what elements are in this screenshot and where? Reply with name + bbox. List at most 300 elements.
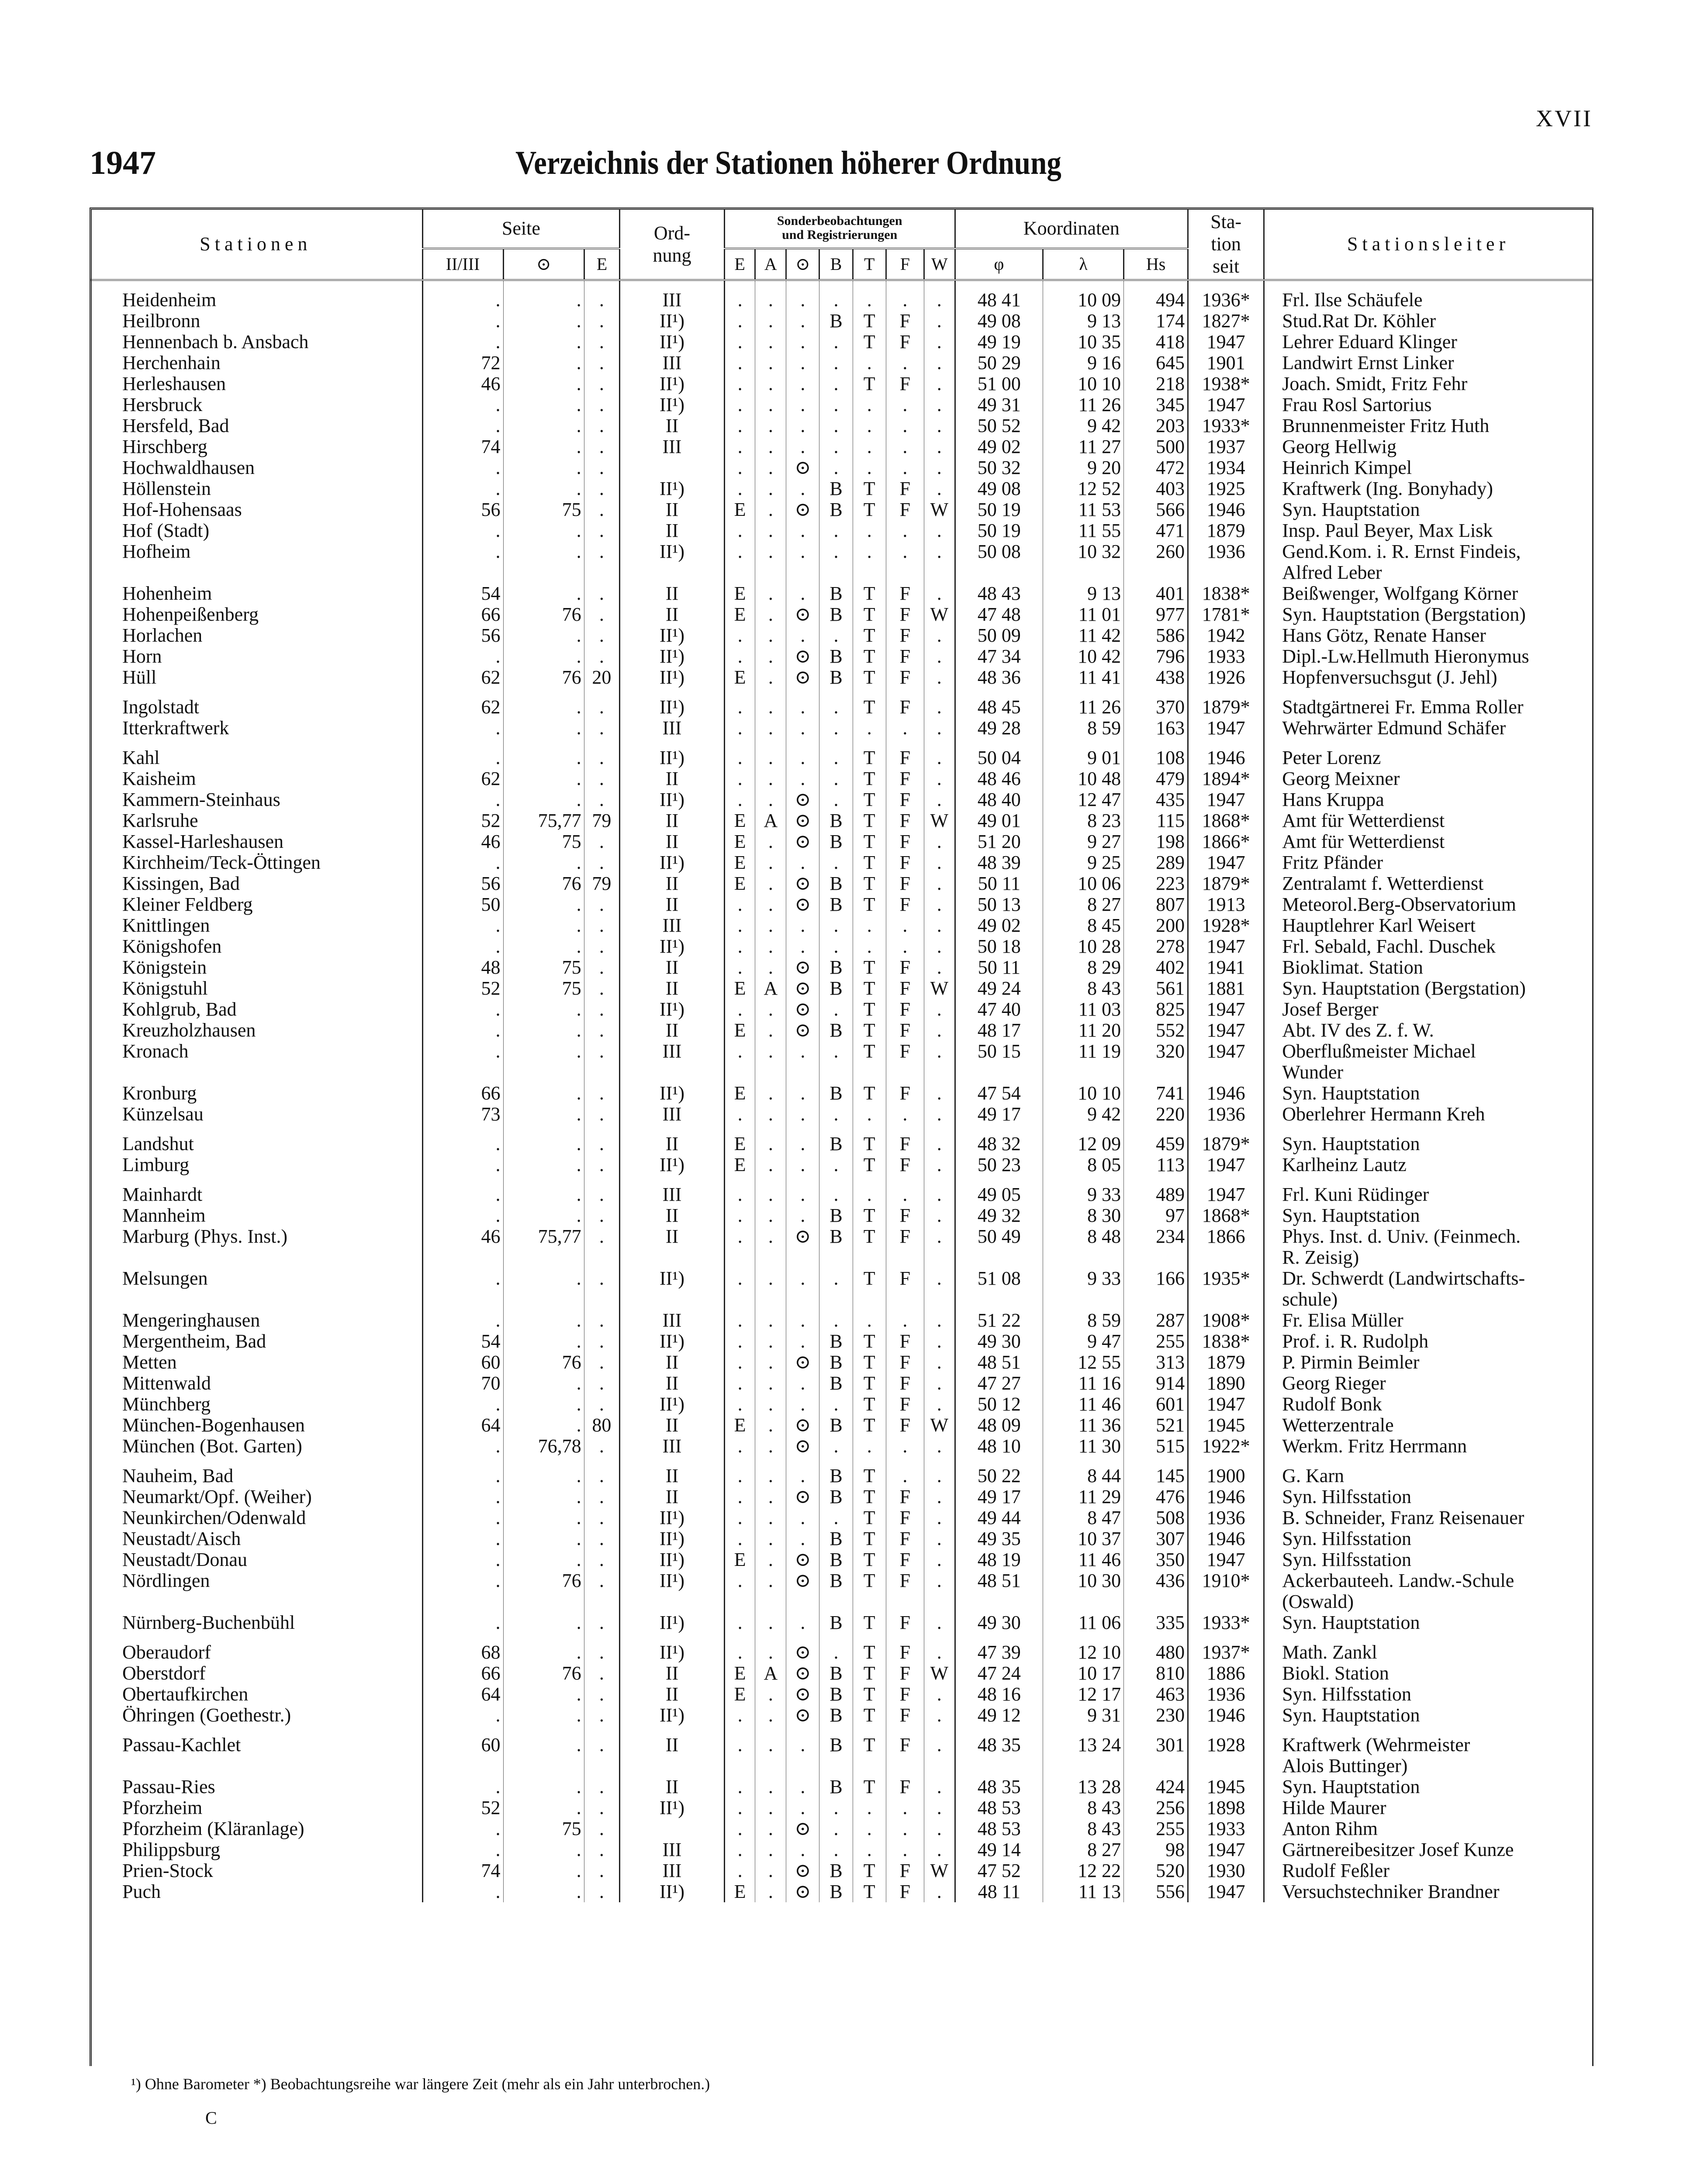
cell-ord: II	[620, 873, 724, 894]
cell-s1: .	[422, 936, 503, 957]
cell-e: .	[724, 478, 755, 499]
cell-s3	[584, 1755, 620, 1776]
cell-name: Künzelsau	[122, 1103, 204, 1125]
cell-s3: .	[584, 1705, 620, 1726]
cell-s3	[584, 1591, 620, 1612]
table-row	[90, 831, 1592, 852]
cell-leiter: Lehrer Eduard Klinger	[1264, 332, 1592, 352]
cell-hs: 113	[1124, 1154, 1188, 1175]
table-row	[90, 1436, 1592, 1457]
cell-e: E	[724, 604, 755, 625]
cell-phi: 50 52	[955, 415, 1043, 436]
cell-lam: 12 55	[1043, 1352, 1124, 1373]
cell-e: .	[724, 625, 755, 646]
cell-w: .	[924, 625, 955, 646]
cell-o: .	[786, 1310, 819, 1331]
cell-hs: 345	[1124, 394, 1188, 415]
cell-leiter: Gend.Kom. i. R. Ernst Findeis,	[1264, 541, 1592, 562]
cell-lam: 11 29	[1043, 1486, 1124, 1507]
cell-name	[90, 1591, 422, 1612]
cell-w: .	[924, 1175, 955, 1205]
cell-s1: .	[422, 915, 503, 936]
cell-b: .	[819, 280, 853, 311]
cell-o: ⊙	[786, 1684, 819, 1705]
sub-sonder-f: F	[886, 249, 924, 280]
cell-s3: .	[584, 1528, 620, 1549]
cell-name: Hennenbach b. Ansbach	[122, 331, 309, 352]
cell-f: .	[886, 1436, 924, 1457]
cell-s3: 79	[584, 873, 620, 894]
cell-lam: 12 47	[1043, 789, 1124, 810]
cell-s2: .	[503, 1881, 584, 1902]
cell-lam: 10 42	[1043, 646, 1124, 667]
cell-s3: .	[584, 541, 620, 562]
cell-f: F	[886, 1125, 924, 1154]
cell-s1: .	[422, 280, 503, 311]
cell-hs: 825	[1124, 999, 1188, 1020]
cell-b: .	[819, 1310, 853, 1331]
cell-s1: 64	[422, 1684, 503, 1705]
cell-phi: 50 12	[955, 1394, 1043, 1415]
cell-leiter: Rudolf Feßler	[1264, 1860, 1592, 1881]
cell-name: Passau-Ries	[122, 1776, 215, 1797]
cell-ord	[620, 1818, 724, 1839]
cell-phi: 49 35	[955, 1528, 1043, 1549]
cell-o: .	[786, 1083, 819, 1104]
cell-hs: 552	[1124, 1020, 1188, 1041]
cell-seit: 1879*	[1188, 1125, 1264, 1154]
cell-leiter: Syn. Hilfsstation	[1264, 1528, 1592, 1549]
cell-lam: 9 16	[1043, 352, 1124, 373]
cell-name: Nördlingen	[122, 1570, 210, 1591]
cell-phi: 48 46	[955, 768, 1043, 789]
cell-name: Passau-Kachlet	[122, 1734, 241, 1755]
cell-a: .	[755, 625, 786, 646]
cell-o: ⊙	[786, 1415, 819, 1436]
cell-w: .	[924, 1331, 955, 1352]
cell-w: .	[924, 1226, 955, 1247]
cell-t: T	[853, 1860, 886, 1881]
cell-lam: 10 09	[1043, 280, 1124, 311]
cell-t: T	[853, 999, 886, 1020]
cell-ord: II	[620, 1352, 724, 1373]
cell-hs	[1124, 1247, 1188, 1268]
cell-a: .	[755, 1457, 786, 1486]
cell-name	[90, 1062, 422, 1083]
cell-ord: II	[620, 415, 724, 436]
cell-hs: 108	[1124, 739, 1188, 768]
cell-w: .	[924, 520, 955, 541]
cell-t: T	[853, 1083, 886, 1104]
cell-o: .	[786, 718, 819, 739]
table-row	[90, 1818, 1592, 1839]
cell-w: .	[924, 831, 955, 852]
cell-o: .	[786, 1331, 819, 1352]
cell-t: T	[853, 1205, 886, 1226]
cell-ord	[620, 1247, 724, 1268]
cell-leiter: Frl. Sebald, Fachl. Duschek	[1264, 936, 1592, 957]
cell-leiter: Syn. Hauptstation	[1264, 1776, 1592, 1797]
cell-hs: 494	[1124, 280, 1188, 311]
cell-s3: .	[584, 894, 620, 915]
cell-seit: 1928*	[1188, 915, 1264, 936]
cell-s2: .	[503, 999, 584, 1020]
cell-e: E	[724, 1549, 755, 1570]
cell-t: T	[853, 1726, 886, 1755]
cell-lam: 11 20	[1043, 1020, 1124, 1041]
cell-ord: II¹)	[620, 1268, 724, 1289]
table-row	[90, 1247, 1592, 1268]
cell-o: .	[786, 625, 819, 646]
cell-s3: .	[584, 1818, 620, 1839]
cell-o: .	[786, 1839, 819, 1860]
cell-seit: 1946	[1188, 1083, 1264, 1104]
cell-seit	[1188, 1755, 1264, 1776]
cell-b: B	[819, 1352, 853, 1373]
cell-b: .	[819, 541, 853, 562]
cell-e: E	[724, 1415, 755, 1436]
cell-t: T	[853, 1705, 886, 1726]
cell-leiter: Syn. Hilfsstation	[1264, 1549, 1592, 1570]
cell-t: T	[853, 625, 886, 646]
cell-b	[819, 1591, 853, 1612]
cell-w: .	[924, 1549, 955, 1570]
cell-s1: .	[422, 789, 503, 810]
cell-s3: .	[584, 1663, 620, 1684]
cell-o: .	[786, 1612, 819, 1633]
cell-leiter: Amt für Wetterdienst	[1264, 831, 1592, 852]
cell-phi: 48 39	[955, 852, 1043, 873]
cell-e	[724, 1247, 755, 1268]
cell-leiter: Oberflußmeister Michael	[1264, 1041, 1592, 1062]
cell-phi: 49 01	[955, 810, 1043, 831]
cell-seit: 1946	[1188, 1486, 1264, 1507]
cell-lam: 9 01	[1043, 739, 1124, 768]
cell-s2: .	[503, 520, 584, 541]
table-row	[90, 1549, 1592, 1570]
cell-w: .	[924, 1154, 955, 1175]
cell-a: .	[755, 1268, 786, 1289]
table-row	[90, 852, 1592, 873]
cell-a	[755, 1289, 786, 1310]
cell-e: .	[724, 646, 755, 667]
cell-a: .	[755, 1415, 786, 1436]
cell-s3: .	[584, 415, 620, 436]
cell-s3: .	[584, 978, 620, 999]
cell-ord: II¹)	[620, 789, 724, 810]
cell-o: .	[786, 541, 819, 562]
cell-a	[755, 1755, 786, 1776]
cell-lam: 12 22	[1043, 1860, 1124, 1881]
cell-w: .	[924, 541, 955, 562]
cell-lam: 12 10	[1043, 1633, 1124, 1663]
cell-s1: 60	[422, 1726, 503, 1755]
cell-f: .	[886, 280, 924, 311]
cell-a: .	[755, 646, 786, 667]
table-row	[90, 873, 1592, 894]
cell-s3: .	[584, 1331, 620, 1352]
cell-hs: 166	[1124, 1268, 1188, 1289]
cell-s2: .	[503, 1507, 584, 1528]
cell-lam: 10 30	[1043, 1570, 1124, 1591]
cell-leiter: Syn. Hauptstation	[1264, 1705, 1592, 1726]
cell-hs: 256	[1124, 1797, 1188, 1818]
cell-lam: 8 47	[1043, 1507, 1124, 1528]
cell-s1: .	[422, 1705, 503, 1726]
col-koordinaten: Koordinaten	[955, 209, 1188, 249]
cell-hs: 289	[1124, 852, 1188, 873]
cell-f: F	[886, 478, 924, 499]
cell-s1	[422, 1755, 503, 1776]
table-row	[90, 1331, 1592, 1352]
cell-name: Kronach	[122, 1040, 189, 1062]
cell-e: .	[724, 1860, 755, 1881]
cell-leiter: Alois Buttinger)	[1264, 1755, 1592, 1776]
cell-t: T	[853, 1041, 886, 1062]
cell-s1: .	[422, 1549, 503, 1570]
cell-b: .	[819, 1839, 853, 1860]
cell-seit: 1947	[1188, 332, 1264, 352]
cell-w: .	[924, 789, 955, 810]
cell-phi: 47 54	[955, 1083, 1043, 1104]
cell-o: ⊙	[786, 1436, 819, 1457]
cell-s1: .	[422, 1507, 503, 1528]
cell-name: Kreuzholzhausen	[122, 1019, 256, 1041]
cell-leiter: Versuchstechniker Brandner	[1264, 1881, 1592, 1902]
cell-name: Karlsruhe	[122, 810, 198, 831]
cell-seit: 1947	[1188, 1881, 1264, 1902]
cell-a: .	[755, 311, 786, 332]
table-row	[90, 1268, 1592, 1289]
cell-name: Kleiner Feldberg	[122, 894, 253, 915]
cell-phi	[955, 1755, 1043, 1776]
cell-lam: 8 23	[1043, 810, 1124, 831]
table-row	[90, 646, 1592, 667]
cell-f: F	[886, 1352, 924, 1373]
cell-s1: .	[422, 311, 503, 332]
cell-a: .	[755, 688, 786, 718]
cell-s1: 50	[422, 894, 503, 915]
cell-seit: 1868*	[1188, 1205, 1264, 1226]
cell-seit: 1936	[1188, 541, 1264, 562]
cell-t	[853, 1755, 886, 1776]
cell-b: .	[819, 415, 853, 436]
cell-ord	[620, 1062, 724, 1083]
cell-e: E	[724, 873, 755, 894]
cell-w: W	[924, 499, 955, 520]
cell-ord: II	[620, 1457, 724, 1486]
cell-hs: 200	[1124, 915, 1188, 936]
cell-hs	[1124, 1062, 1188, 1083]
table-body	[90, 280, 1592, 1902]
cell-seit	[1188, 1289, 1264, 1310]
cell-s3: .	[584, 478, 620, 499]
cell-s1: 56	[422, 625, 503, 646]
cell-a	[755, 1591, 786, 1612]
cell-name: Kronburg	[122, 1082, 197, 1104]
cell-f: F	[886, 311, 924, 332]
cell-s3: .	[584, 1310, 620, 1331]
cell-lam: 11 30	[1043, 1436, 1124, 1457]
cell-b: .	[819, 1041, 853, 1062]
cell-seit: 1946	[1188, 1705, 1264, 1726]
cell-t: T	[853, 1268, 886, 1289]
cell-t: T	[853, 1373, 886, 1394]
cell-seit	[1188, 1062, 1264, 1083]
cell-o: ⊙	[786, 1881, 819, 1902]
cell-phi: 48 35	[955, 1726, 1043, 1755]
cell-ord: II	[620, 1684, 724, 1705]
cell-lam: 8 29	[1043, 957, 1124, 978]
cell-b: B	[819, 894, 853, 915]
cell-o: ⊙	[786, 604, 819, 625]
cell-ord: II¹)	[620, 936, 724, 957]
cell-name: Kissingen, Bad	[122, 873, 240, 894]
cell-leiter: Werkm. Fritz Herrmann	[1264, 1436, 1592, 1457]
cell-b: .	[819, 1268, 853, 1289]
cell-a: .	[755, 332, 786, 352]
cell-s2: .	[503, 1528, 584, 1549]
cell-t: .	[853, 915, 886, 936]
cell-b: .	[819, 436, 853, 457]
cell-e: .	[724, 957, 755, 978]
cell-b: B	[819, 831, 853, 852]
cell-ord: III	[620, 1041, 724, 1062]
cell-leiter: Dipl.-Lw.Hellmuth Hieronymus	[1264, 646, 1592, 667]
cell-b: B	[819, 604, 853, 625]
cell-phi	[955, 1247, 1043, 1268]
cell-w: .	[924, 373, 955, 394]
cell-b: .	[819, 688, 853, 718]
cell-s2: .	[503, 1776, 584, 1797]
cell-o: .	[786, 1776, 819, 1797]
cell-seit: 1937	[1188, 436, 1264, 457]
cell-ord: II¹)	[620, 1705, 724, 1726]
page-title: Verzeichnis der Stationen höherer Ordnung	[515, 145, 1061, 181]
cell-leiter: Phys. Inst. d. Univ. (Feinmech.	[1264, 1226, 1592, 1247]
cell-seit: 1901	[1188, 352, 1264, 373]
stations-table	[90, 209, 1592, 1902]
cell-o: .	[786, 394, 819, 415]
cell-phi: 50 49	[955, 1226, 1043, 1247]
cell-f: .	[886, 718, 924, 739]
cell-lam	[1043, 1591, 1124, 1612]
cell-leiter: Karlheinz Lautz	[1264, 1154, 1592, 1175]
cell-o: .	[786, 415, 819, 436]
cell-s1: .	[422, 1881, 503, 1902]
cell-s2: .	[503, 688, 584, 718]
cell-hs: 489	[1124, 1175, 1188, 1205]
cell-f: F	[886, 1020, 924, 1041]
cell-name: Hochwaldhausen	[122, 457, 255, 478]
cell-phi: 50 19	[955, 520, 1043, 541]
cell-t: .	[853, 936, 886, 957]
cell-t: .	[853, 436, 886, 457]
cell-s3: .	[584, 999, 620, 1020]
cell-e: .	[724, 394, 755, 415]
cell-o: ⊙	[786, 810, 819, 831]
table-row	[90, 1591, 1592, 1612]
cell-hs	[1124, 562, 1188, 583]
cell-t: T	[853, 894, 886, 915]
cell-name: Kammern-Steinhaus	[122, 789, 280, 810]
cell-seit: 1937*	[1188, 1633, 1264, 1663]
cell-w: .	[924, 311, 955, 332]
cell-s1: .	[422, 457, 503, 478]
cell-a: .	[755, 873, 786, 894]
cell-o: .	[786, 1268, 819, 1289]
cell-ord: II	[620, 957, 724, 978]
sub-koord-lambda: λ	[1043, 249, 1124, 280]
table-row	[90, 1289, 1592, 1310]
cell-a: .	[755, 1083, 786, 1104]
cell-phi: 48 43	[955, 583, 1043, 604]
cell-s3: 20	[584, 667, 620, 688]
cell-s2: .	[503, 915, 584, 936]
cell-f: .	[886, 352, 924, 373]
cell-o: .	[786, 1041, 819, 1062]
cell-t: .	[853, 280, 886, 311]
cell-name: Kirchheim/Teck-Öttingen	[122, 852, 321, 873]
cell-f: F	[886, 852, 924, 873]
cell-f: F	[886, 810, 924, 831]
cell-w: .	[924, 583, 955, 604]
cell-ord: III	[620, 1310, 724, 1331]
cell-leiter: Brunnenmeister Fritz Huth	[1264, 415, 1592, 436]
cell-t: .	[853, 394, 886, 415]
cell-leiter: Syn. Hauptstation	[1264, 1125, 1592, 1154]
cell-lam: 10 10	[1043, 373, 1124, 394]
cell-ord: II	[620, 768, 724, 789]
cell-hs: 230	[1124, 1705, 1188, 1726]
cell-phi: 49 02	[955, 915, 1043, 936]
sub-sonder-a: A	[755, 249, 786, 280]
cell-s3: .	[584, 394, 620, 415]
cell-w	[924, 1591, 955, 1612]
cell-o: .	[786, 768, 819, 789]
cell-b: B	[819, 583, 853, 604]
cell-o: .	[786, 688, 819, 718]
cell-s2: .	[503, 1726, 584, 1755]
cell-b: B	[819, 1020, 853, 1041]
cell-w: .	[924, 873, 955, 894]
table-row	[90, 1881, 1592, 1902]
cell-name: Herchenhain	[122, 352, 221, 373]
cell-hs: 223	[1124, 873, 1188, 894]
cell-t: T	[853, 646, 886, 667]
cell-e: .	[724, 894, 755, 915]
cell-ord	[620, 1755, 724, 1776]
cell-s3: .	[584, 1570, 620, 1591]
cell-lam: 11 42	[1043, 625, 1124, 646]
cell-a: .	[755, 415, 786, 436]
cell-seit: 1947	[1188, 999, 1264, 1020]
cell-f: F	[886, 373, 924, 394]
cell-b: B	[819, 1776, 853, 1797]
cell-s2: .	[503, 478, 584, 499]
cell-a: .	[755, 394, 786, 415]
cell-o: ⊙	[786, 1818, 819, 1839]
cell-w: .	[924, 352, 955, 373]
cell-phi: 48 45	[955, 688, 1043, 718]
cell-seit: 1781*	[1188, 604, 1264, 625]
cell-e	[724, 1062, 755, 1083]
cell-name: Hüll	[122, 667, 157, 688]
cell-f: F	[886, 789, 924, 810]
cell-ord: II	[620, 604, 724, 625]
cell-s2: 76	[503, 873, 584, 894]
cell-ord: II¹)	[620, 999, 724, 1020]
